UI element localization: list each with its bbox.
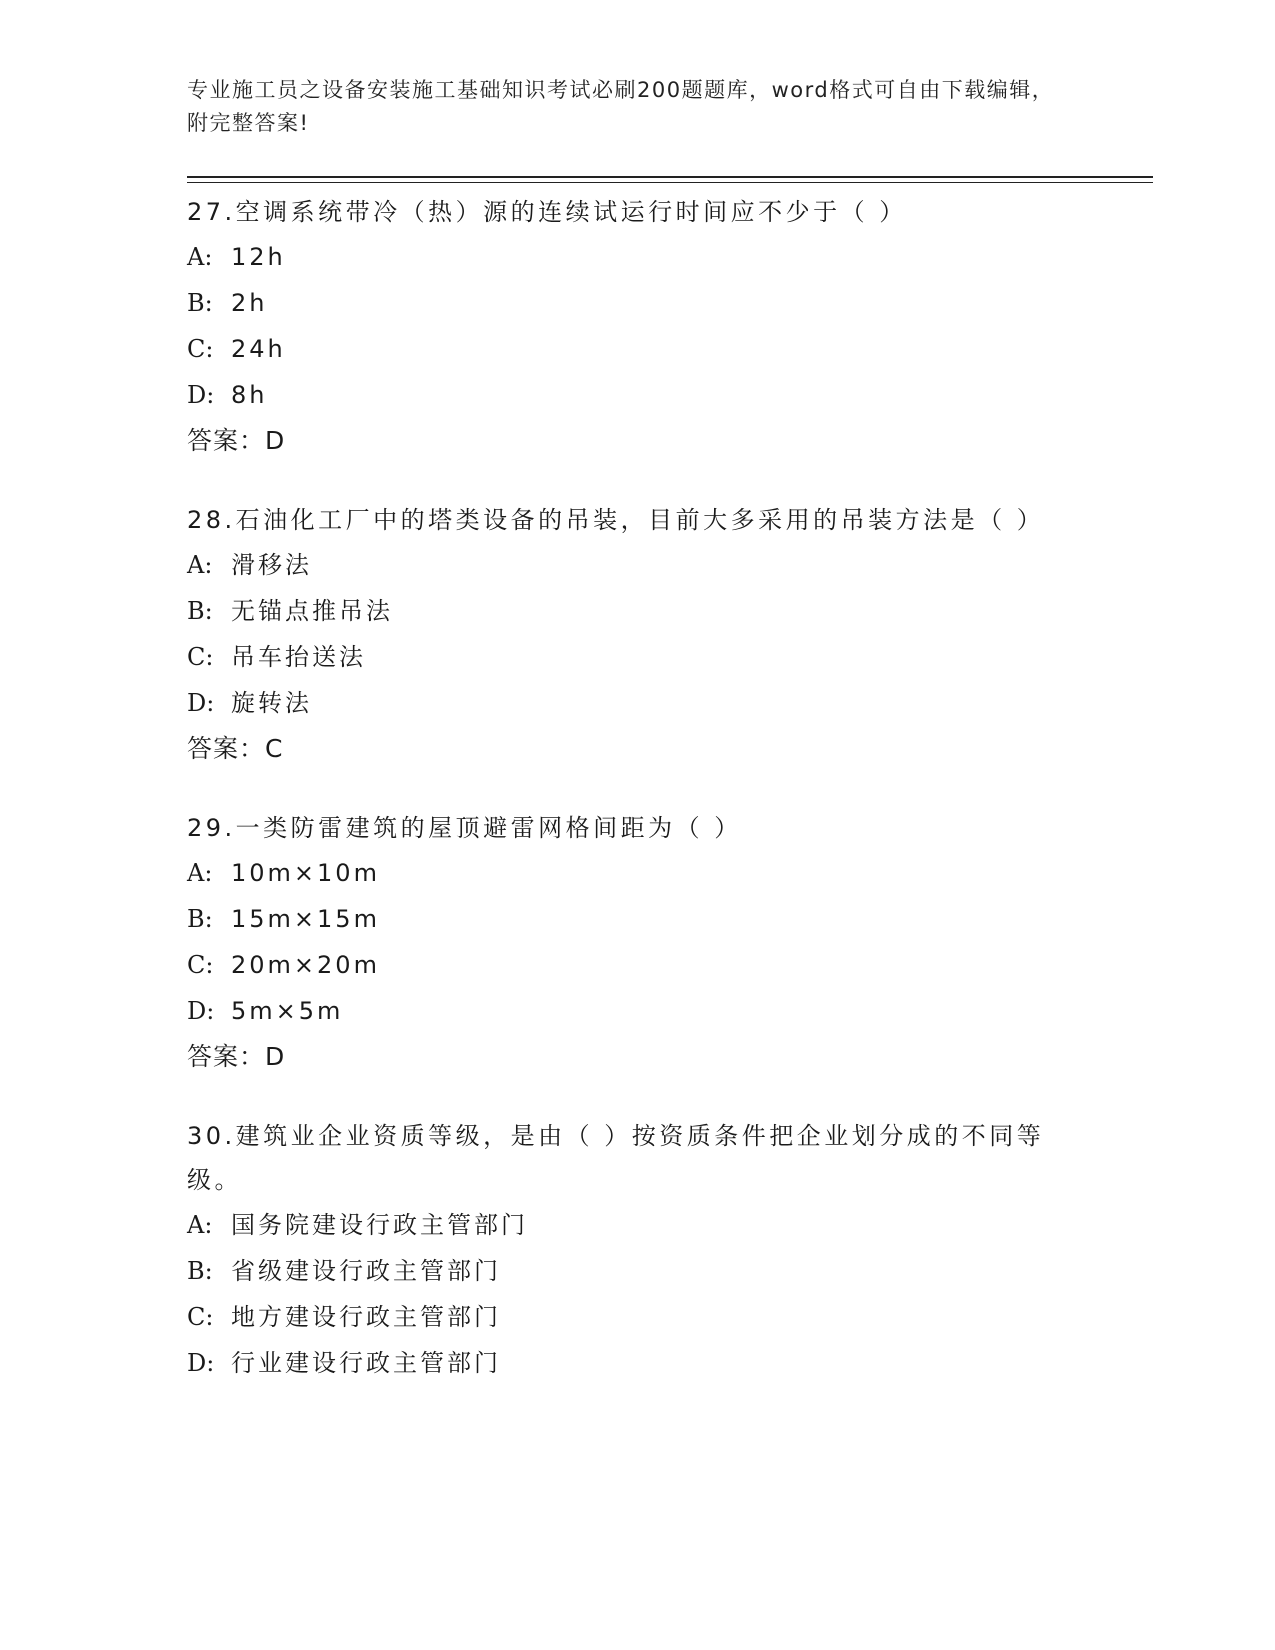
option-text: 无锚点推吊法 <box>231 597 393 625</box>
option-c <box>187 1294 1067 1340</box>
option-a <box>187 850 1067 896</box>
question-list <box>187 190 1067 1420</box>
option-d <box>187 988 1067 1034</box>
answer-label: 答案： <box>187 734 266 763</box>
option-c <box>187 326 1067 372</box>
option-letter: C: <box>187 951 214 979</box>
option-text: 2h <box>231 289 268 317</box>
option-letter: B: <box>187 289 213 317</box>
option-text: 12h <box>231 243 286 271</box>
answer-value: D <box>265 426 286 455</box>
question-29 <box>187 806 1067 1080</box>
option-letter: A: <box>187 551 213 579</box>
option-letter: D: <box>187 1349 215 1377</box>
option-d <box>187 1340 1067 1386</box>
question-30 <box>187 1114 1067 1386</box>
answer-label: 答案： <box>187 1042 266 1071</box>
option-b <box>187 1248 1067 1294</box>
question-stem: 30.建筑业企业资质等级，是由（ ）按资质条件把企业划分成的不同等级。 <box>187 1122 1045 1194</box>
question-stem: 27.空调系统带冷（热）源的连续试运行时间应不少于（ ） <box>187 198 907 226</box>
option-d <box>187 680 1067 726</box>
option-letter: C: <box>187 1303 214 1331</box>
option-letter: B: <box>187 597 213 625</box>
answer-value: C <box>265 734 284 763</box>
option-text: 20m×20m <box>231 951 380 979</box>
option-a <box>187 542 1067 588</box>
answer-line <box>187 726 1067 772</box>
question-27 <box>187 190 1067 464</box>
answer-label: 答案： <box>187 426 266 455</box>
option-d <box>187 372 1067 418</box>
question-stem: 29.一类防雷建筑的屋顶避雷网格间距为（ ） <box>187 814 742 842</box>
option-text: 15m×15m <box>231 905 380 933</box>
option-a <box>187 234 1067 280</box>
option-c <box>187 942 1067 988</box>
option-letter: B: <box>187 905 213 933</box>
option-text: 地方建设行政主管部门 <box>231 1303 501 1331</box>
question-stem: 28.石油化工厂中的塔类设备的吊装，目前大多采用的吊装方法是（ ） <box>187 506 1045 534</box>
option-text: 滑移法 <box>231 551 312 579</box>
option-b <box>187 588 1067 634</box>
option-letter: A: <box>187 243 213 271</box>
option-letter: A: <box>187 859 213 887</box>
document-header: 专业施工员之设备安装施工基础知识考试必刷200题题库，word格式可自由下载编辑，附完整答案! <box>187 78 1055 135</box>
option-letter: D: <box>187 689 215 717</box>
option-text: 8h <box>231 381 268 409</box>
option-text: 旋转法 <box>231 689 312 717</box>
option-text: 10m×10m <box>231 859 380 887</box>
option-letter: A: <box>187 1211 213 1239</box>
option-letter: D: <box>187 997 215 1025</box>
answer-line <box>187 1034 1067 1080</box>
option-text: 国务院建设行政主管部门 <box>231 1211 528 1239</box>
option-text: 行业建设行政主管部门 <box>231 1349 501 1377</box>
option-c <box>187 634 1067 680</box>
option-b <box>187 280 1067 326</box>
question-28 <box>187 498 1067 772</box>
option-b <box>187 896 1067 942</box>
option-letter: B: <box>187 1257 213 1285</box>
option-text: 5m×5m <box>231 997 344 1025</box>
header-divider-thin <box>187 182 1153 183</box>
option-text: 24h <box>231 335 286 363</box>
option-text: 吊车抬送法 <box>231 643 366 671</box>
answer-line <box>187 418 1067 464</box>
option-letter: D: <box>187 381 215 409</box>
header-divider-thick <box>187 176 1153 178</box>
option-letter: C: <box>187 335 214 363</box>
answer-value: D <box>265 1042 286 1071</box>
option-text: 省级建设行政主管部门 <box>231 1257 501 1285</box>
option-letter: C: <box>187 643 214 671</box>
option-a <box>187 1202 1067 1248</box>
